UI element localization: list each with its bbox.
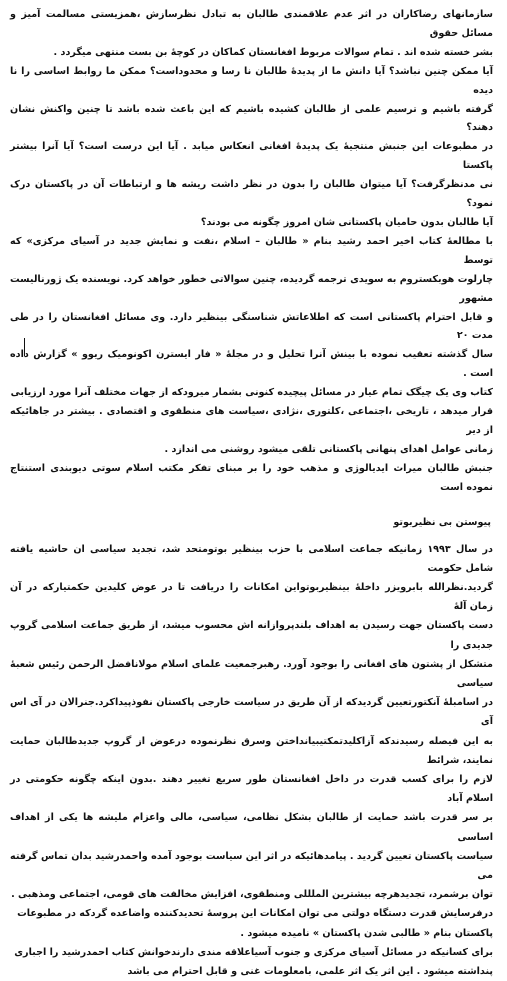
text-line: به این فیصله رسیدندکه آزاکلیدتمکتیبیانداختن وسرق نظرنموده درعوض از گروپ جدیدطالبان حمایت نمایند، شرائط xyxy=(10,735,493,766)
text-line: درفرسایش قدرت دستگاه دولتی می توان امکانات این پروسهٔ تحدیدکننده واضاعده گردکه در مطبوعات xyxy=(17,908,493,920)
text-line: بر سر قدرت باشد حمایت از طالبان بشکل نظامی، سیاسی، مالی واعزام ملیشه ها یکی از اهداف اساسی xyxy=(10,812,493,843)
text-line: زمانی عوامل اهدای پنهانی پاکستانی تلقی میشود روشنی می اندازد . xyxy=(164,443,493,455)
text-line: چارلوت هوبکستروم به سویدی ترجمه گردیده، چنین سوالاتی خطور خواهد کرد. نویسنده یک ژورنالیست مشهور xyxy=(10,273,493,304)
text-line: در مطبوعات این جنبش منتجیهٔ یک پدیدهٔ افغانی انعکاس میابد . آیا این درست است؟ آیا آنرا بیشتر پاکستا xyxy=(10,141,493,172)
text-line: آیا ممکن چنین نباشد؟ آیا دانش ما از پدیدهٔ طالبان نا رسا و محدوداست؟ ممکن ما روابط اساسی را نا دیده xyxy=(10,65,493,96)
text-line: توان برشمرد، تجدیدهرچه بیشترین الملللی ومنطقوی، افزایش مخالفت های قومی، اجتماعی ومذهبی . xyxy=(11,889,493,901)
text-line: قرار میدهد ، تاریخی ،اجتماعی ،کلتوری ،نژادی ،سیاست های منطقوی و اقتصادی . بیشتر در جاهائیکه از دیر xyxy=(10,406,493,436)
section-heading: پیوستن بی نظیربوتو xyxy=(393,516,491,528)
text-line: آیا طالبان بدون حامیان پاکستانی شان امروز چگونه می بودند؟ xyxy=(200,216,493,228)
text-line: دست پاکستان جهت رسیدن به اهداف بلندپروازانه اش محسوب میشد، از طریق جماعت اسلامی گروپ جدیدی را xyxy=(10,620,493,651)
text-line: جنبش طالبان میراث ایدیالوژی و مذهب خود را بر مبنای تفکر مکتب اسلام سوتی دیوبندی استنتاج نموده است xyxy=(10,462,493,493)
text-line: پنداشته میشود . این اثر یک اثر علمی، بامعلومات غنی و قابل احترام می باشد xyxy=(127,966,493,978)
text-line: پاکستان بنام « طالبی شدن پاکستان » نامیده میشود . xyxy=(240,927,493,939)
text-line: سیاست پاکستان تعیین گردید . پیامدهائیکه در اثر این سیاست بوجود آمده واحمدرشید بدان تماس گرفته می xyxy=(10,850,493,882)
paragraph-section-2 xyxy=(10,540,493,981)
text-line: با مطالعهٔ کتاب اخیر احمد رشید بنام « طالبان – اسلام ،نفت و نمایش جدید در آسیای مرکزی» که توسط xyxy=(10,235,493,266)
text-line: سال گذشته تعقیب نموده با بینش آنرا تحلیل و در مجلهٔ « فار ایسترن اکونومیک ریوو » گزارش داده است . xyxy=(10,349,493,380)
text-line: کتاب وی یک چیگک تمام عیار در مسائل پیچیده کنونی بشمار میرودکه از جهات مختلف آنرا مورد ارزیابی xyxy=(10,387,493,399)
text-line: متشکل از پشتون های افغانی را بوجود آورد. رهبرجمعیت علمای اسلام مولانافضل الرحمن رئیس شعبهٔ سیاسی xyxy=(10,658,493,689)
text-line: سازمانهای رضاکاران در اثر عدم علاقمندی طالبان به تبادل نظرسازش ،همزیستی مسالمت آمیز و مسائل حقوق xyxy=(10,9,493,39)
text-line: گرفته باشیم و ترسیم علمی از طالبان کشیده باشیم که این باعث شده باشد تا چنین واکنش نشان دهند؟ xyxy=(10,103,493,134)
text-line: لازم را برای کسب قدرت در داخل افغانستان طور سریع تغییر دهند .بدون اینکه چگونه حکومتی در اسلام آباد xyxy=(10,774,493,805)
margin-bracket-mark xyxy=(24,338,31,356)
text-line: نی مدنظرگرفت؟ آیا میتوان طالبان را بدون در نظر داشت ریشه ها و ارتباطات آن در پاکستان درک نمود؟ xyxy=(10,179,493,210)
text-line: گردید.نظرالله بابرویزر داخلهٔ بینظیربوتواین امکانات را دریافت تا در عوض کلیدین حکمتیارکه در آن زمان آلهٔ xyxy=(10,581,493,613)
text-line: و قابل احترام پاکستانی است که اطلاعاتش شناسنگی بینظیر دارد. وی مسائل افغانستان را در طی مدت ۲۰ xyxy=(10,311,493,342)
paragraph-section-1 xyxy=(10,6,493,498)
text-line: در سال ۱۹۹۳ زمانیکه جماعت اسلامی با حزب بینظیر بوتومتحد شد، تجدید سیاسی ان حاشیه یافته شامل حکومت xyxy=(10,543,493,574)
text-line: بشر خسته شده اند . تمام سوالات مربوط افغانستان کماکان در کوچهٔ بن بست منتهی میگردد . xyxy=(53,46,493,58)
text-line: در اسامبلهٔ آنکتورتعیین گردیدکه از آن طریق در سیاست خارجی پاکستان نفوذپیداکرد.جنرالان در آی اس آی xyxy=(10,697,493,728)
text-line: برای کسانیکه در مسائل آسیای مرکزی و جنوب آسیاعلاقه مندی دارندخوانش کتاب احمدرشید را اجباری xyxy=(14,946,493,958)
